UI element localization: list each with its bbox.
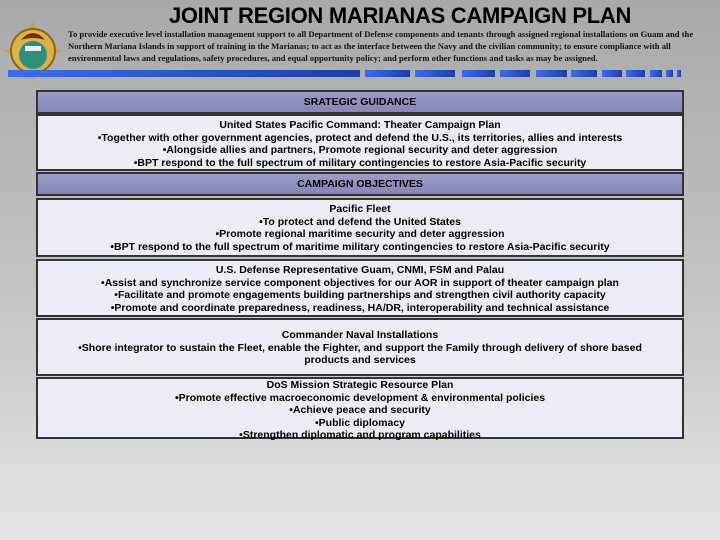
box-title: Commander Naval Installations: [281, 329, 439, 341]
mission-statement: To provide executive level installation management support to all Department of Defense components and tenants through assigned regional installations on Guam and the Northern Mariana Islands in support of training in the Marianas; to act as the interface between the Navy and the civilian community; to ensure compliance with all environmental laws and regulations, safety procedures, and equal opportunity policy; and perform other functions and tasks as may be assigned.: [68, 29, 694, 63]
bullet: •Facilitate and promote engagements building partnerships and strengthen civil authority capacity: [114, 289, 606, 301]
bullet: •Achieve peace and security: [289, 404, 431, 416]
bullet: •Assist and synchronize service component objectives for our AOR in support of theater campaign plan: [101, 276, 619, 289]
bullet: •To protect and defend the United States: [259, 215, 461, 228]
cni-box: [36, 318, 684, 376]
usdr-guam-box: [36, 259, 684, 317]
pacom-guidance-box: [36, 114, 684, 171]
box-title: DoS Mission Strategic Resource Plan: [266, 379, 454, 391]
bullet: •Promote regional maritime security and deter aggression: [215, 228, 505, 240]
campaign-objectives-header: CAMPAIGN OBJECTIVES: [36, 172, 684, 196]
dos-box: [36, 377, 684, 439]
bullet: •Public diplomacy: [314, 416, 406, 429]
box-title: United States Pacific Command: Theater Campaign Plan: [219, 119, 501, 131]
bullet: •BPT respond to the full spectrum of maritime military contingencies to restore Asia-Pacific security: [110, 240, 610, 253]
bullet: •Shore integrator to sustain the Fleet, enable the Fighter, and support the Family through delivery of shore based products and services: [78, 341, 642, 366]
strategic-guidance-header: SRATEGIC GUIDANCE: [36, 90, 684, 114]
pacific-fleet-box: [36, 198, 684, 257]
box-title: U.S. Defense Representative Guam, CNMI, FSM and Palau: [215, 264, 505, 276]
bullet: •Strengthen diplomatic and program capabilities: [239, 429, 481, 441]
page-title: JOINT REGION MARIANAS CAMPAIGN PLAN: [168, 3, 632, 28]
bullet: •BPT respond to the full spectrum of military contingencies to restore Asia-Pacific security: [133, 156, 587, 169]
box-title: Pacific Fleet: [329, 203, 391, 215]
bullet: •Together with other government agencies, protect and defend the U.S., its territories, allies and interests: [97, 131, 623, 144]
bullet: •Alongside allies and partners, Promote regional security and deter aggression: [162, 144, 558, 156]
bullet: •Promote effective macroeconomic development & environmental policies: [174, 391, 546, 404]
bullet: •Promote and coordinate preparedness, readiness, HA/DR, interoperability and technical assistance: [110, 301, 610, 314]
